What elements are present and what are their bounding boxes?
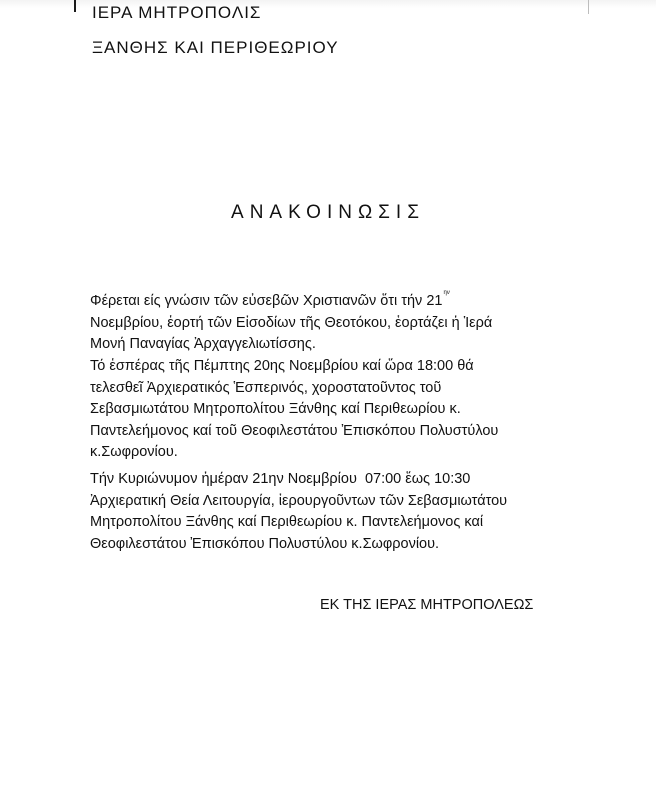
paragraph-3: [90, 469, 590, 555]
paragraph-2-line-1: Τό ἑσπέρας τῆς Πέμπτης 20ης Νοεμβρίου καί ὥρα 18:00 θά: [90, 358, 474, 374]
paragraph-1-line-2: Νοεμβρίου, ἑορτή τῶν Εἰσοδίων τῆς Θεοτόκου, ἑορτάζει ἡ Ἱερά: [90, 314, 493, 331]
paragraph-3-line-3: Μητροπολίτου Ξάνθης καί Περιθεωρίου κ. Παντελεήμονος καί: [90, 514, 484, 530]
header-line-2: ΞΑΝΘΗΣ ΚΑΙ ΠΕΡΙΘΕΩΡΙΟΥ: [92, 38, 339, 57]
paragraph-1-line-1-text: Φέρεται είς γνώσιν τῶν εὐσεβῶν Χριστιανῶν ὅτι τήν 21: [90, 293, 443, 309]
page-edge-mark-right: [588, 0, 589, 14]
header-line-1: ΙΕΡΑ ΜΗΤΡΟΠΟΛΙΣ: [92, 3, 262, 22]
paragraph-2-line-3: Σεβασμιωτάτου Μητροπολίτου Ξάνθης καί Περιθεωρίου κ.: [90, 401, 461, 417]
paragraph-3-line-1: Τήν Κυριώνυμον ἡμέραν 21ην Νοεμβρίου 07:00 ἕως 10:30: [90, 471, 471, 487]
paragraph-2-line-4: Παντελεήμονος καί τοῦ Θεοφιλεστάτου Ἐπισκόπου Πολυστύλου: [90, 422, 499, 439]
ordinal-superscript: ην: [443, 290, 450, 296]
paragraph-1-line-3: Μονή Παναγίας Ἀρχαγγελιωτίσσης.: [90, 336, 316, 352]
paragraph-3-line-4: Θεοφιλεστάτου Ἐπισκόπου Πολυστύλου κ.Σωφρονίου.: [90, 535, 440, 552]
paragraph-1: [90, 283, 590, 356]
paragraph-2-line-5: κ.Σωφρονίου.: [90, 444, 178, 460]
paragraph-2-line-2: τελεσθεῖ Ἀρχιερατικός Ἑσπερινός, χοροστατοῦντος τοῦ: [90, 379, 442, 396]
page-edge-mark-left: [74, 0, 76, 12]
paragraph-3-line-2: Ἀρχιερατική Θεία Λειτουργία, ἱερουργοῦντων τῶν Σεβασμιωτάτου: [90, 492, 508, 509]
paragraph-2: [90, 356, 590, 464]
document-title: ΑΝΑΚΟΙΝΩΣΙΣ: [231, 202, 425, 223]
paragraph-1-line-1: [90, 283, 590, 313]
signature: ΕΚ ΤΗΣ ΙΕΡΑΣ ΜΗΤΡΟΠΟΛΕΩΣ: [320, 597, 534, 613]
